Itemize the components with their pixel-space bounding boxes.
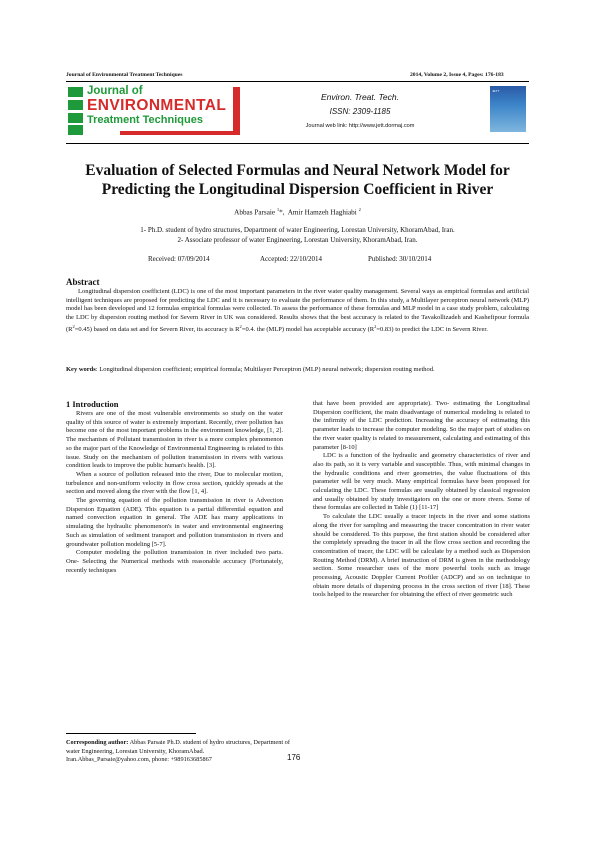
- header-rule-2: [66, 143, 529, 144]
- running-header-issue: 2014, Volume 2, Issue 4, Pages: 176-183: [410, 72, 504, 78]
- authors: Abbas Parsaie $^1$*, Amir Hamzeh Haghiabi $^2$: [234, 207, 361, 217]
- logo-line-1: Journal of: [87, 85, 143, 97]
- paragraph: LDC is a function of the hydraulic and geometry characteristics of river and also its path, so it is very variable and susceptible. Thus, with minimal changes in the hydraulic conditions and river geometries, the value fluctuations of this parameter will be very much. Many empirical formulas have been proposed for calculating the LDC. These formulas are usually obtained by classical regression and usually obtained by study investigators on the one or more rivers. Some of these formulas are collected in Table (1) [11-17]: [313, 452, 530, 512]
- paragraph: Computer modeling the pollution transmission in river included two parts. One- Selecting the Numerical methods with reasonable accuracy (Fortunately, recently techniques: [66, 549, 283, 574]
- paragraph: that have been provided are appropriate). Two- estimating the Longitudinal Dispersion coefficient, the main disadvantage of numerical modeling is related to the infirmity of the LDC prediction. Increasing the accuracy of estimating this parameter leads to increase the computer modeling. So the major part of studies on the river water quality is related to measurement, calculating and estimating of this parameter [8-10]: [313, 400, 530, 451]
- cover-label: JETT: [492, 89, 500, 93]
- paper-title: Evaluation of Selected Formulas and Neural Network Model for Predicting the Longitudinal Dispersion Coefficient in River: [85, 162, 510, 198]
- paragraph: The governing equation of the pollution transmission in river is Advection Dispersion Equation (ADE). This equation is a partial differential equation and named convection equation in general. The ADE has many applications in simulating the hydraulic phenomenon's in water and environmental engineering Such as simulation of sediment transport and pollution transmission in rivers and groundwater pollution modeling [5-7].: [66, 497, 283, 548]
- footnote: Corresponding author: Abbas Parsaie Ph.D. student of hydro structures, Department of water Engineering, Lorestan University, KhoramAbad. Iran.Abbas_Parsaie@yahoo.com, phone: +989163685867: [66, 739, 290, 763]
- date-accepted: Accepted: 22/10/2014: [260, 255, 323, 263]
- right-column: [313, 400, 530, 600]
- logo-line-3: Treatment Techniques: [87, 114, 203, 126]
- affiliation-1: 1- Ph.D. student of hydro structures, Department of water Engineering, Lorestan University, KhoramAbad, Iran.: [140, 226, 455, 234]
- header-rule: [66, 81, 529, 82]
- footnote-email: Iran.Abbas_Parsaie@yahoo.com, phone: +989163685867: [66, 756, 212, 763]
- paragraph: When a source of pollution released into the river, Due to molecular motion, turbulence and non-uniform velocity in flow cross section, quickly spreads at the section and moved along the river with the flow [1, 4].: [66, 470, 283, 496]
- journal-web: Journal web link: http://www.jett.dormaj.com: [305, 123, 415, 129]
- journal-cover-thumbnail: [490, 86, 526, 132]
- logo-l-bar: [233, 87, 240, 132]
- journal-issn: ISSN: 2309-1185: [329, 107, 391, 116]
- keywords: Key words: Longitudinal dispersion coefficient; empirical formula; Multilayer Perceptron (MLP) neural network; dispersion routing method.: [66, 366, 435, 373]
- logo-l-base: [120, 131, 240, 135]
- paragraph: Rivers are one of the most vulnerable environments so study on the water quality of this source of water is extremely important. Recently, river pollution has become one of the most important problems in the environment knowledge, [1, 2]. The mechanism of Pollutant transmission in river is a more complex phenomenon so the major part of the Knowledge of Environmental Engineering is related to this issue. Study on the mechanism of pollution transmission in rivers with various condition leads to improve the public human's health. [3].: [66, 410, 283, 470]
- page-number: 176: [287, 753, 301, 762]
- left-column: [66, 399, 283, 575]
- footnote-rule: [66, 733, 196, 734]
- logo-line-2: ENVIRONMENTAL: [87, 97, 227, 114]
- abstract-text: Longitudinal dispersion coefficient (LDC) is one of the most important parameters in the river water quality management. Several ways as empirical formulas and artificial intelligent techniques are proposed for predicting the LDC and it is necessary to evaluate the performance of them. In this study, a Multilayer perceptron neural network (MLP) model has been developed and 12 formulas empirical formulas were collected. To assess the performance of these formulas and MLP model in a case study problem, calculating the LDC by dispersion routing method for Severn River in UK was considered. Results shows that the best accuracy is related to the Tavakollizadeh and Kashefipour formula $(R^2=0.45)$ based on data set and for Severn River, its accuracy is $R^2=0.4$. the (MLP) model has acceptable accuracy $(R^2=0.83)$ to predict the LDC in Severn River.: [66, 288, 529, 333]
- section-heading: 1 Introduction: [66, 399, 119, 409]
- affiliation-2: 2- Associate professor of water Engineering, Lorestan University, KhoramAbad, Iran.: [177, 236, 418, 244]
- date-published: Published: 30/10/2014: [368, 255, 432, 263]
- paragraph: To calculate the LDC usually a tracer injects in the river and some stations along the river for sampling and measuring the tracer concentration in river water should be considered. To this purpose, the first station should be considered after the completely spreading the tracer in all the flow cross section and recording the concentration of tracer, the LDC will be calculate by a method such as Dispersion Routing Method (DRM). A brief instruction of DRM is given in the methodology section. Some researcher uses of the more powerful tools such as image processing, Acoustic Doppler Current Profiler (ADCP) and so on technique to obtain more details of dispersing process in the cross section of river [18]. These tools helped to the researcher for obtaining the effect of river geometric such: [313, 513, 530, 599]
- journal-abbr: Environ. Treat. Tech.: [321, 92, 399, 102]
- logo-bars-icon: [68, 87, 83, 135]
- abstract-heading: Abstract: [66, 277, 100, 287]
- journal-info: [300, 89, 420, 133]
- date-received: Received: 07/09/2014: [148, 255, 210, 263]
- running-header-journal: Journal of Environmental Treatment Techniques: [66, 72, 183, 78]
